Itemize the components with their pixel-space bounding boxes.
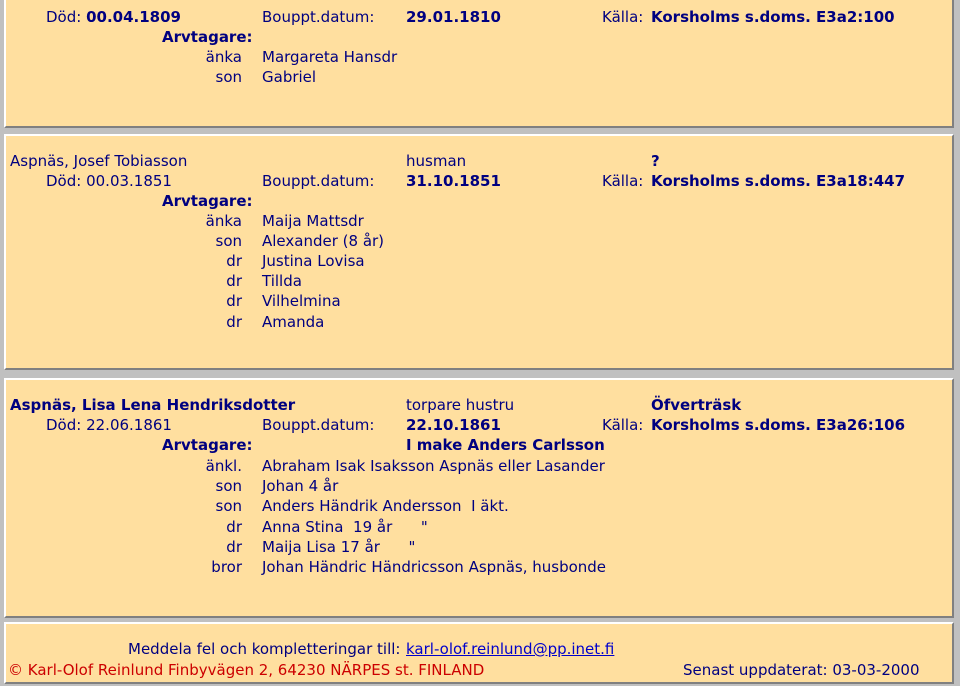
email-link[interactable]: karl-olof.reinlund@pp.inet.fi [406,640,615,658]
heir-name: Abraham Isak Isaksson Aspnäs eller Lasander [262,457,605,475]
heir-name: Margareta Hansdr [262,48,398,66]
heir-relation: dr [226,518,242,536]
heirs-label: Arvtagare: [162,28,253,46]
estate-entry-3 [4,378,954,618]
died-label: Död: 22.06.1861 [46,416,172,434]
estate-entry-2 [4,134,954,370]
heir-relation: son [215,232,242,250]
heirs-label: Arvtagare: [162,436,253,454]
heir-name: Johan 4 år [262,477,339,495]
bouppt-label: Bouppt.datum: [262,8,375,26]
heir-relation: änka [205,212,242,230]
report-text: Meddela fel och kompletteringar till: [128,640,401,658]
deceased-name: Aspnäs, Lisa Lena Hendriksdotter [10,396,296,414]
heir-name: Amanda [262,313,325,331]
footer [4,622,954,684]
heir-relation: änka [205,48,242,66]
heir-name: Vilhelmina [262,292,341,310]
heir-relation: dr [226,292,242,310]
deceased-name: Aspnäs, Josef Tobiasson [10,152,188,170]
source-ref: Korsholms s.doms. E3a18:447 [651,172,906,190]
heirs-label: Arvtagare: [162,192,253,210]
heir-name: Anna Stina 19 år " [262,518,428,536]
died-label: Död: 00.04.1809 [46,8,181,26]
heir-name: Anders Händrik Andersson I äkt. [262,497,509,515]
bouppt-label: Bouppt.datum: [262,416,375,434]
heir-relation: dr [226,272,242,290]
source-label: Källa: [602,8,644,26]
estate-entry-1 [4,0,954,128]
heir-name: Tillda [262,272,302,290]
bouppt-date: 22.10.1861 [406,416,501,434]
source-label: Källa: [602,416,644,434]
heir-name: Maija Lisa 17 år " [262,538,416,556]
source-label: Källa: [602,172,644,190]
heir-relation: dr [226,252,242,270]
bouppt-label: Bouppt.datum: [262,172,375,190]
heir-relation: son [215,497,242,515]
source-ref: Korsholms s.doms. E3a26:106 [651,416,906,434]
heir-relation: son [215,477,242,495]
heir-name: Justina Lovisa [262,252,365,270]
deceased-role: torpare hustru [406,396,515,414]
last-updated: Senast uppdaterat: 03-03-2000 [683,661,920,679]
heir-name: Johan Händric Händricsson Aspnäs, husbonde [262,558,607,576]
source-ref: Korsholms s.doms. E3a2:100 [651,8,895,26]
deceased-place: Öfverträsk [651,396,742,414]
died-label: Död: 00.03.1851 [46,172,172,190]
heir-relation: änkl. [205,457,242,475]
heir-relation: dr [226,313,242,331]
bouppt-date: 31.10.1851 [406,172,501,190]
heir-name: Alexander (8 år) [262,232,385,250]
deceased-role: husman [406,152,467,170]
heir-relation: son [215,68,242,86]
heir-relation: bror [211,558,242,576]
copyright: © Karl-Olof Reinlund Finbyvägen 2, 64230 NÄRPES st. FINLAND [8,661,485,679]
heir-name: Gabriel [262,68,317,86]
deceased-place: ? [651,152,660,170]
guardian: I make Anders Carlsson [406,436,605,454]
heir-relation: dr [226,538,242,556]
heir-name: Maija Mattsdr [262,212,364,230]
bouppt-date: 29.01.1810 [406,8,501,26]
